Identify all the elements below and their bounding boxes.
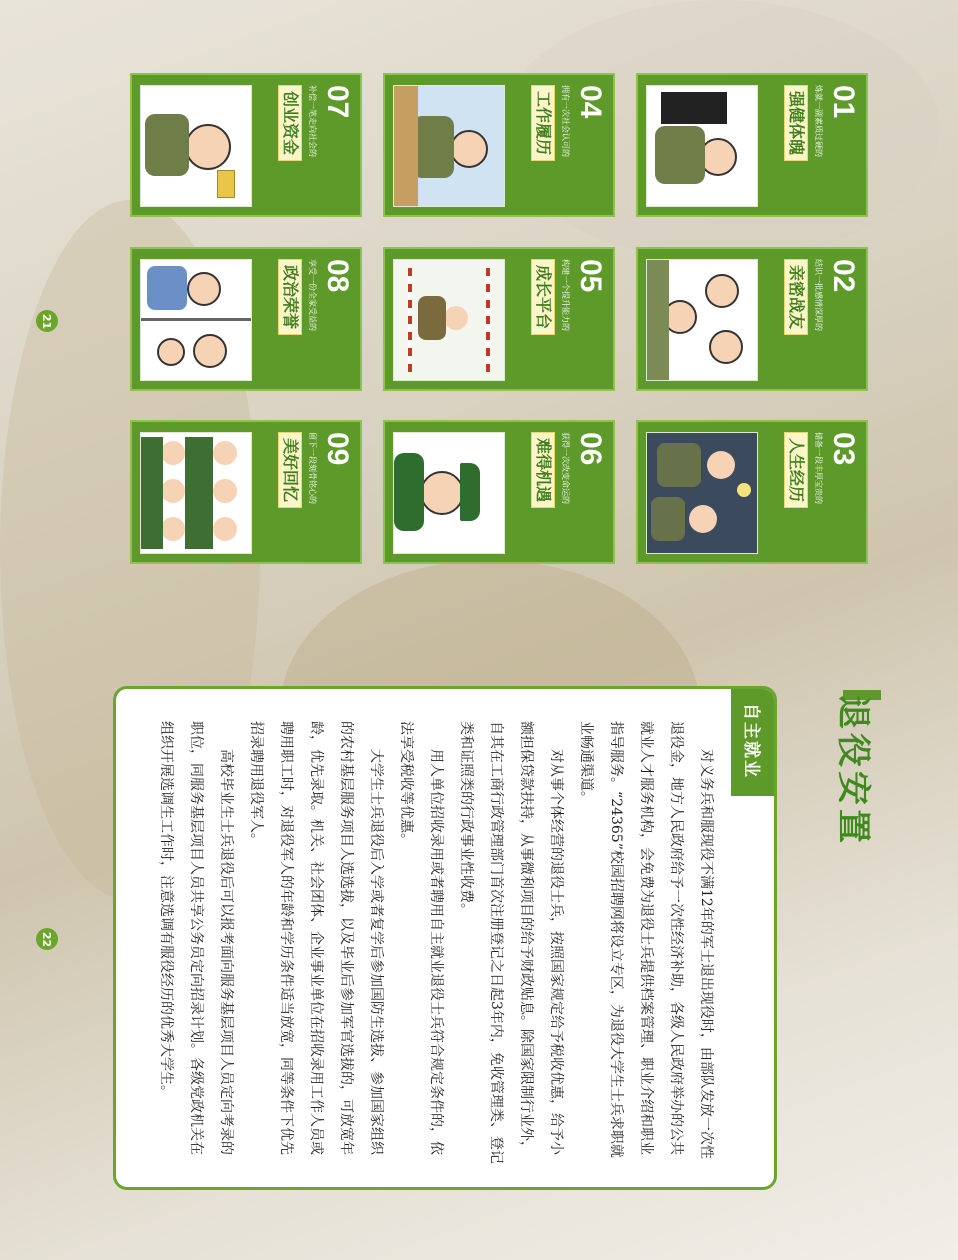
body-text (145, 703, 745, 1173)
page-number-right: 22 (36, 928, 58, 950)
card-04 (383, 73, 615, 217)
officer-salute-illustration (393, 432, 505, 554)
card-number: 05 (574, 259, 607, 293)
card-subtitle: 结识一批感情深厚的 (814, 259, 823, 331)
card-title: 难得机遇 (531, 432, 555, 508)
card-number: 02 (827, 259, 860, 293)
card-title: 强健体魄 (784, 85, 808, 161)
obstacle-training-illustration (393, 259, 505, 381)
card-05 (383, 247, 615, 391)
soldier-exercising-illustration (646, 85, 758, 207)
card-title: 人生经历 (784, 432, 808, 508)
paragraph: 对从事个体经营的退役士兵，按照国家规定给予税收优惠，给予小额担保贷款扶持，从事微利项目的给予财政贴息。除国家限制行业外，自其在工商行政管理部门首次注册登记之日起3年内，免收管理类、登记类和证照类的行政事业性收费。 (458, 721, 564, 1164)
paragraph: 用人单位招收录用或者聘用自主就业退役士兵符合规定条件的，依法享受税收等优惠。 (398, 721, 444, 1155)
card-subtitle: 构建一个提升能力的 (561, 259, 570, 331)
card-title: 创业资金 (278, 85, 302, 161)
card-number: 08 (321, 259, 354, 293)
troop-formation-illustration (140, 432, 252, 554)
card-number: 04 (574, 85, 607, 119)
paragraph: 大学生士兵退役后入学或者复学后参加国防生选拔、参加国家组织的农村基层服务项目人选选拔，以及毕业后参加军官选拔的，可放宽年龄，优先录取。机关、社会团体、企业事业单位在招收录用工作人员或聘用职工时，对退役军人的年龄和学历条件适当放宽，同等条件下优先招录聘用退役军人。 (248, 721, 384, 1155)
card-title: 亲密战友 (784, 259, 808, 335)
card-subtitle: 储备一段丰厚宝贵的 (814, 432, 823, 504)
card-title: 美好回忆 (278, 432, 302, 508)
card-number: 09 (321, 432, 354, 466)
card-title: 政治荣誉 (278, 259, 302, 335)
card-title: 成长平台 (531, 259, 555, 335)
office-work-illustration (393, 85, 505, 207)
card-number: 03 (827, 432, 860, 466)
card-08 (130, 247, 362, 391)
soldier-money-illustration (140, 85, 252, 207)
content-panel (113, 686, 777, 1190)
card-number: 01 (827, 85, 860, 119)
card-title: 工作履历 (531, 85, 555, 161)
card-09 (130, 420, 362, 564)
section-heading (823, 690, 883, 890)
card-subtitle: 补偿一笔走向社会的 (308, 85, 317, 157)
page-number-left: 21 (36, 310, 58, 332)
card-07 (130, 73, 362, 217)
paragraph: 高校毕业生士兵退役后可以报考面向服务基层项目人员定向考录的职位，同服务基层项目人员共享公务员定向招录计划。各级党政机关在组织开展选调生工作时，注意选调有服役经历的优秀大学生。 (158, 721, 234, 1155)
card-subtitle: 留下一段刻骨铭心的 (308, 432, 317, 504)
card-number: 07 (321, 85, 354, 119)
card-subtitle: 享受一份全家受益的 (308, 259, 317, 331)
card-02 (636, 247, 868, 391)
comrades-illustration (646, 259, 758, 381)
family-honor-illustration (140, 259, 252, 381)
card-subtitle: 拥有一次社会认可的 (561, 85, 570, 157)
night-patrol-illustration (646, 432, 758, 554)
card-01 (636, 73, 868, 217)
card-subtitle: 获得一次改变命运的 (561, 432, 570, 504)
section-heading-text: 退役安置 (833, 695, 873, 847)
subsection-tab-label: 自主就业 (741, 703, 762, 779)
card-03 (636, 420, 868, 564)
card-subtitle: 炼就一副素质过硬的 (814, 85, 823, 157)
card-number: 06 (574, 432, 607, 466)
card-06 (383, 420, 615, 564)
paragraph: 对义务兵和服现役不满12年的军士退出现役时，由部队发放一次性退役金，地方人民政府给予一次性经济补助，各级人民政府举办的公共就业人才服务机构，会免费为退役士兵提供档案管理、职业介绍和职业指导服务。“24365”校园招聘网将设立专区，为退役大学生士兵求职就业畅通渠道。 (578, 721, 714, 1159)
